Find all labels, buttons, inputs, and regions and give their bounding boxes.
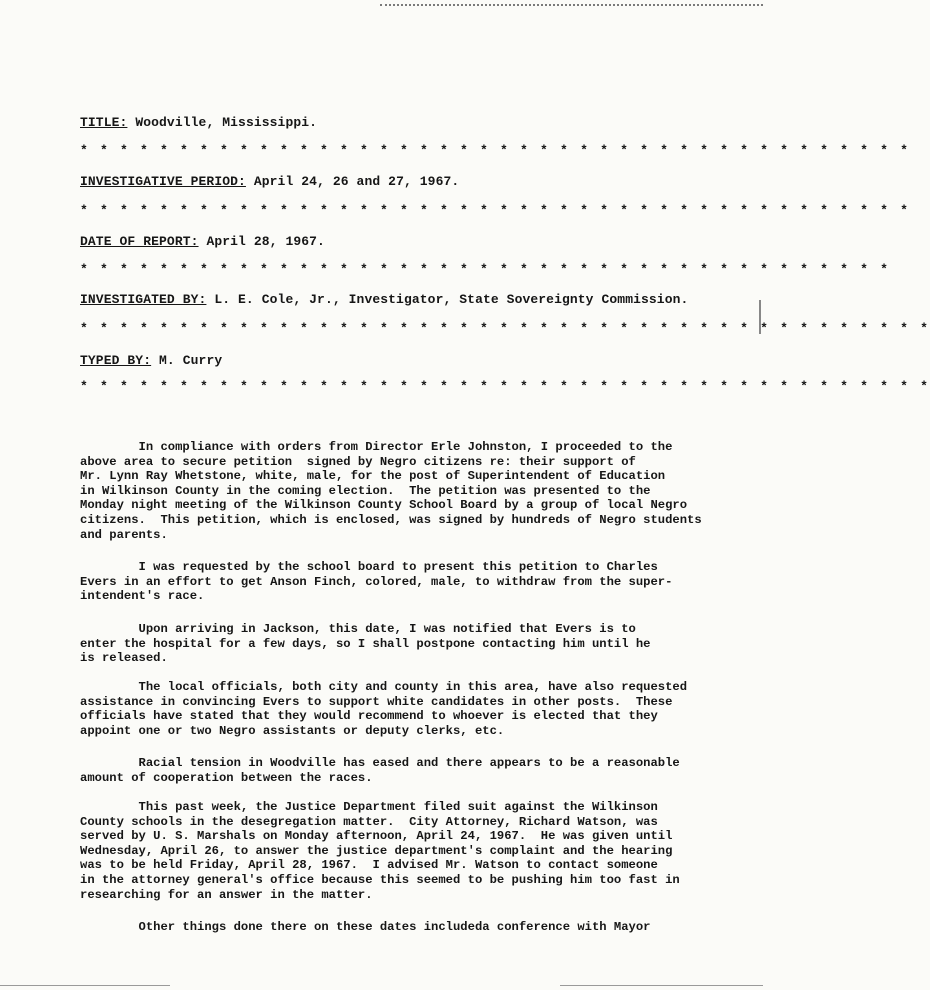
body-paragraph: I was requested by the school board to present this petition to Charles Evers in an effort to get Anson Finch, colored, male, to withdraw from the super- intendent's race. xyxy=(80,560,673,604)
report-date-label: DATE OF REPORT: xyxy=(80,234,199,249)
investigated-by-line xyxy=(80,292,688,307)
body-paragraph: Racial tension in Woodville has eased and there appears to be a reasonable amount of cooperation between the races. xyxy=(80,756,680,785)
body-paragraph: In compliance with orders from Director Erle Johnston, I proceeded to the above area to secure petition signed by Negro citizens re: their support of Mr. Lynn Ray Whetstone, white, male, for the post of Superintendent of Education in Wilkinson County in the coming election. The petition was presented to the Monday night meeting of the Wilkinson County School Board by a group of local Negro citizens. This petition, which is enclosed, was signed by hundreds of Negro students and parents. xyxy=(80,440,702,542)
separator-stars: * * * * * * * * * * * * * * * * * * * * * * * * * * * * * * * * * * * * * * * * * * * xyxy=(80,321,930,336)
title-value: Woodville, Mississippi. xyxy=(135,115,318,130)
investigative-period-label: INVESTIGATIVE PERIOD: xyxy=(80,174,246,189)
investigative-period-line xyxy=(80,174,459,189)
scan-bottom-border xyxy=(560,985,763,986)
typed-by-value: M. Curry xyxy=(159,353,223,368)
body-paragraph: Upon arriving in Jackson, this date, I was notified that Evers is to enter the hospital for a few days, so I shall postpone contacting him until he is released. xyxy=(80,622,651,666)
body-paragraph: This past week, the Justice Department filed suit against the Wilkinson County schools in the desegregation matter. City Attorney, Richard Watson, was served by U. S. Marshals on Monday afternoon, April 24, 1967. He was given until Wednesday, April 26, to answer the justice department's complaint and the hearing was to be held Friday, April 28, 1967. I advised Mr. Watson to contact someone in the attorney general's office because this seemed to be pushing him too fast in researching for an answer in the matter. xyxy=(80,800,680,902)
separator-stars: * * * * * * * * * * * * * * * * * * * * * * * * * * * * * * * * * * * * * * * * * xyxy=(80,262,891,277)
investigative-period-value: April 24, 26 and 27, 1967. xyxy=(253,174,460,189)
title-line xyxy=(80,115,317,130)
report-date-line xyxy=(80,234,325,249)
separator-stars: * * * * * * * * * * * * * * * * * * * * * * * * * * * * * * * * * * * * * * * * * * xyxy=(80,203,911,218)
separator-stars: * * * * * * * * * * * * * * * * * * * * * * * * * * * * * * * * * * * * * * * * * * * xyxy=(80,379,930,394)
report-date-value: April 28, 1967. xyxy=(206,234,325,249)
body-paragraph: The local officials, both city and county in this area, have also requested assistance in convincing Evers to support white candidates in other posts. These officials have stated that they would recommend to whoever is elected that they appoint one or two Negro assistants or deputy clerks, etc. xyxy=(80,680,688,738)
scan-bottom-border xyxy=(0,985,170,986)
separator-stars: * * * * * * * * * * * * * * * * * * * * * * * * * * * * * * * * * * * * * * * * * * xyxy=(80,143,911,158)
investigated-by-label: INVESTIGATED BY: xyxy=(80,292,207,307)
investigated-by-value: L. E. Cole, Jr., Investigator, State Sovereignty Commission. xyxy=(214,292,689,307)
typed-by-label: TYPED BY: xyxy=(80,353,152,368)
scan-top-border xyxy=(380,4,763,6)
typed-by-line xyxy=(80,353,222,368)
body-paragraph: Other things done there on these dates includeda conference with Mayor xyxy=(80,920,651,934)
title-label: TITLE: xyxy=(80,115,128,130)
